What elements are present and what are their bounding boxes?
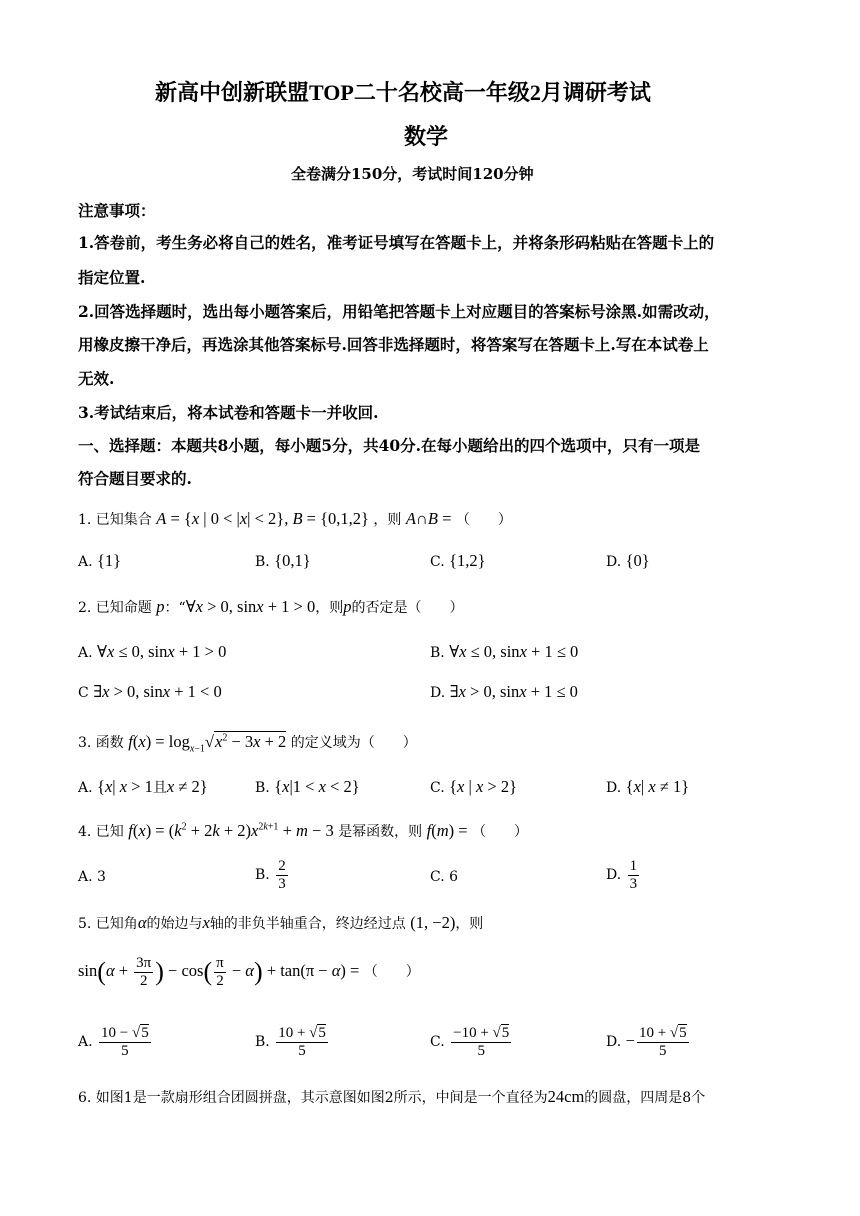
q4-option-b: B. $\frac{2}{3}$ <box>255 858 286 892</box>
section-1-line1: 一、选择题：本题共8小题，每小题5分，共40分.在每小题给出的四个选项中，只有一项是 <box>78 436 701 455</box>
exam-subject: 数学 <box>404 124 449 149</box>
section-1-line2: 符合题目要求的. <box>78 469 192 488</box>
q2-option-c: C ∃x > 0, sinx + 1 < 0 <box>78 682 222 701</box>
question-1: 1. 已知集合 A = {x | 0 < |x| < 2}, B = {0,1,2} ，则 A∩B = （ ） <box>78 509 512 528</box>
q4-option-c: C. 6 <box>430 869 459 885</box>
q3-option-c: C. {x | x > 2} <box>430 777 517 796</box>
q5-option-d: D. − $\frac{10 + √5}{5}$ <box>606 1025 687 1059</box>
exam-title: 新高中创新联盟TOP二十名校高一年级2月调研考试 <box>155 80 651 105</box>
question-4: 4. 已知 $f(x) = (k^2 + 2k + 2)x^{2k+1} + m - 3$ 是幂函数，则 f(m) = （ ） <box>78 821 529 840</box>
note-2c: 无效. <box>78 369 115 388</box>
question-2: 2. 已知命题 p：“∀x > 0, sinx + 1 > 0，则p的否定是（ ） <box>78 597 464 616</box>
question-5: 5. 已知角α的始边与x轴的非负半轴重合，终边经过点 (1, −2)，则 <box>78 913 484 932</box>
q5-option-a: A. $\frac{10 - √5}{5}$ <box>78 1025 149 1059</box>
q1-option-a: A. {1} <box>78 551 122 570</box>
q1-option-d: D. {0} <box>606 551 650 570</box>
q1-option-b: B. {0,1} <box>255 551 311 570</box>
note-3: 3.考试结束后，将本试卷和答题卡一并收回. <box>78 403 379 422</box>
q4-option-a: A. 3 <box>78 869 106 885</box>
note-1b: 指定位置. <box>78 268 146 287</box>
q3-option-d: D. {x| x ≠ 1} <box>606 777 690 796</box>
q1-option-c: C. {1,2} <box>430 551 486 570</box>
q4-option-d: D. $\frac{1}{3}$ <box>606 858 638 892</box>
question-6: 6. 如图1是一款扇形组合团圆拼盘，其示意图如图2所示，中间是一个直径为24cm的圆盘，四周是8个 <box>78 1087 706 1106</box>
q5-option-b: B. $\frac{10 + √5}{5}$ <box>255 1025 326 1059</box>
question-3: 3. 函数 $f(x) = \log_{x-1}√x^2 - 3x + 2$ 的定义域为（ ） <box>78 732 417 755</box>
q3-option-b: B. {x|1 < x < 2} <box>255 777 360 796</box>
notes-heading: 注意事项： <box>78 201 156 220</box>
q3-option-a: A. {x| x > 1且x ≠ 2} <box>78 777 208 796</box>
q2-option-d: D. ∃x > 0, sinx + 1 ≤ 0 <box>430 682 578 701</box>
q2-option-a: A. ∀x ≤ 0, sinx + 1 > 0 <box>78 642 227 661</box>
q2-option-b: B. ∀x ≤ 0, sinx + 1 ≤ 0 <box>430 642 579 661</box>
exam-info: 全卷满分150分，考试时间120分钟 <box>291 165 534 183</box>
note-2b: 用橡皮擦干净后，再选涂其他答案标号.回答非选择题时，将答案写在答题卡上.写在本试卷上 <box>78 335 709 354</box>
q5-option-c: C. $\frac{-10 + √5}{5}$ <box>430 1025 510 1059</box>
note-1a: 1.答卷前，考生务必将自己的姓名，准考证号填写在答题卡上，并将条形码粘贴在答题卡上的 <box>78 233 715 252</box>
question-5-expression: sin(α + $\frac{3\pi}{2}$ ) − cos( $\frac{\pi}{2}$ − α) + tan(π − α) = （ ） <box>78 955 420 989</box>
note-2a: 2.回答选择题时，选出每小题答案后，用铅笔把答题卡上对应题目的答案标号涂黑.如需改动， <box>78 302 720 321</box>
